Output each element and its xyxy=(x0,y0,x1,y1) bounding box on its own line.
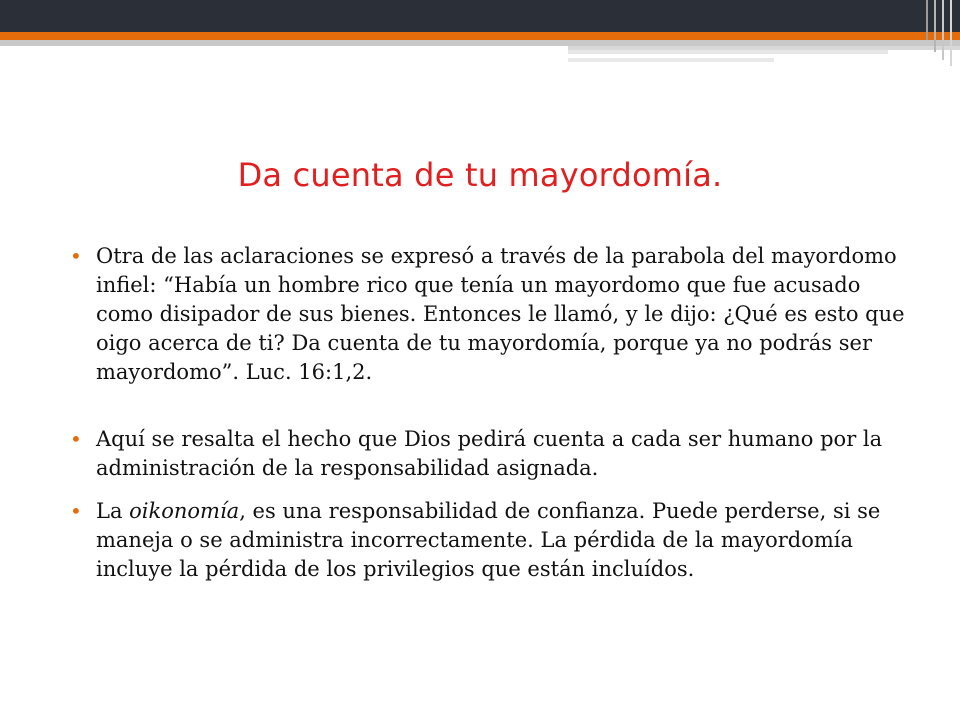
bullet-text: Aquí se resalta el hecho que Dios pedirá cuenta a cada ser humano por la administración de la responsabilidad asignada. xyxy=(96,427,883,480)
bullet-icon: • xyxy=(70,427,82,451)
bullet-item xyxy=(70,242,910,387)
decorative-stripe xyxy=(568,58,774,62)
accent-line xyxy=(0,32,960,40)
bullet-icon: • xyxy=(70,499,82,523)
top-band xyxy=(0,0,960,32)
decorative-vertical-line xyxy=(934,0,936,52)
slide-title: Da cuenta de tu mayordomía. xyxy=(237,156,723,194)
decorative-stripe xyxy=(568,50,888,54)
bullet-icon: • xyxy=(70,244,82,268)
bullet-list xyxy=(70,242,910,584)
bullet-text-italic: oikonomía xyxy=(129,499,240,523)
decorative-vertical-line xyxy=(942,0,944,60)
bullet-item xyxy=(70,497,910,584)
bullet-text-prefix: La xyxy=(96,499,130,523)
bullet-text-suffix: , es una responsabilidad de confianza. Puede perderse, si se maneja o se administra incorrectamente. La pérdida de la mayordomía incluye la pérdida de los privilegios que están incluídos. xyxy=(96,499,881,581)
bullet-item xyxy=(70,425,910,483)
decorative-vertical-line xyxy=(926,0,928,40)
decorative-vertical-line xyxy=(950,0,952,66)
bullet-text: Otra de las aclaraciones se expresó a través de la parabola del mayordomo infiel: “Había un hombre rico que tenía un mayordomo que fue acusado como disipador de sus bienes. Entonces le llamó, y le dijo: ¿Qué es esto que oigo acerca de ti? Da cuenta de tu mayordomía, porque ya no podrás ser mayordomo”. Luc. 16:1,2. xyxy=(96,244,905,384)
